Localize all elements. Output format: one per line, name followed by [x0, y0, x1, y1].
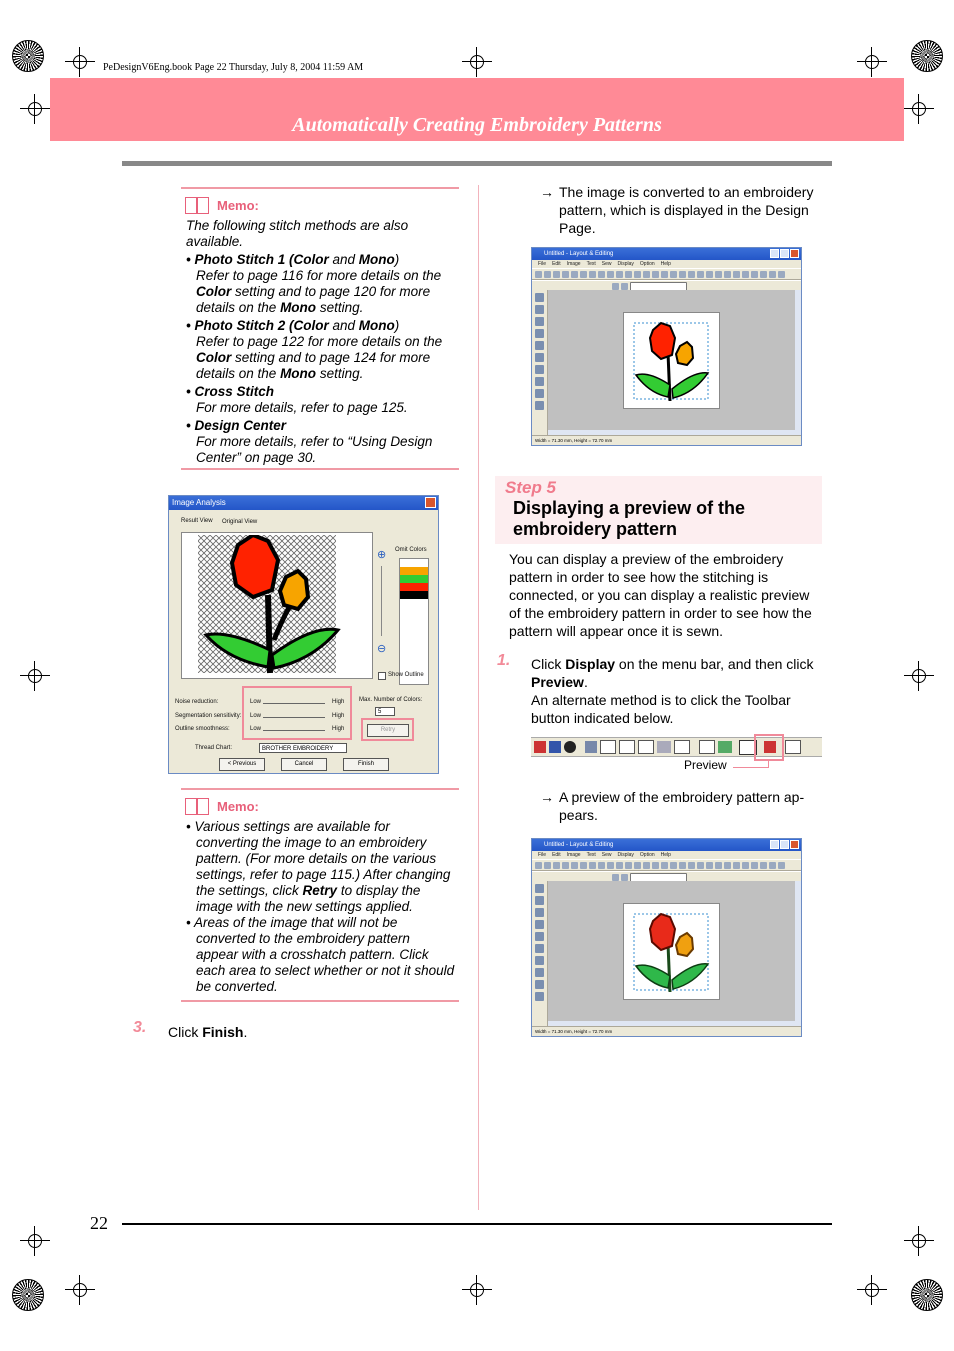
design-page [623, 312, 720, 409]
minimize-icon[interactable] [770, 249, 779, 258]
menu-edit[interactable]: Edit [552, 261, 561, 267]
maximize-icon[interactable] [780, 249, 789, 258]
max-colors-value: 5 [378, 709, 382, 715]
step-3-text: Click Finish. [168, 1024, 248, 1040]
memo-book-icon [185, 197, 209, 214]
retry-button[interactable]: Retry [367, 724, 409, 737]
callout-line [733, 767, 769, 768]
crop-mark [65, 47, 95, 77]
menu-sew[interactable]: Sew [601, 261, 612, 267]
memo-item-text: Refer to page 122 for more details on the [196, 334, 443, 349]
memo-line: converting the image to an embroidery [196, 835, 427, 850]
low-label: Low [250, 713, 262, 719]
menu-file[interactable]: File [538, 852, 547, 858]
arrow-icon: → [540, 184, 554, 200]
toolbar-button[interactable] [549, 741, 561, 753]
close-icon[interactable] [790, 249, 799, 258]
menu-help[interactable]: Help [660, 852, 671, 858]
retry-highlight [361, 718, 414, 741]
column-divider [478, 185, 479, 1210]
thread-chart-label: Thread Chart: [195, 745, 233, 751]
close-icon[interactable] [790, 840, 799, 849]
registration-sun-bl [12, 1279, 44, 1311]
memo-item-text: Center” on page 30. [196, 450, 317, 465]
menu-image[interactable]: Image [566, 261, 581, 267]
close-icon[interactable] [425, 497, 436, 508]
memo-item-text: For more details, refer to page 125. [196, 400, 408, 415]
outline-label: Outline smoothness: [175, 726, 230, 732]
show-outline-checkbox[interactable] [378, 672, 386, 680]
finish-button[interactable]: Finish [343, 758, 389, 771]
layout-editing-window-preview [531, 838, 802, 1037]
memo-line: appear with a crosshatch pattern. Click [196, 947, 429, 962]
registration-sun-br [911, 1279, 943, 1311]
tulip-result-image[interactable] [198, 535, 358, 675]
previous-button[interactable]: < Previous [219, 758, 265, 771]
memo-line: be converted. [196, 979, 278, 994]
step-5-label: Step 5 [505, 478, 557, 497]
memo-heading [185, 798, 459, 815]
toolbar-button[interactable] [699, 740, 715, 754]
step-1-text: Click Display on the menu bar, and then click Preview. An alternate method is to click the Toolbar button indicated below. [531, 656, 814, 726]
design-canvas[interactable] [548, 881, 795, 1021]
arrow-icon: → [540, 789, 554, 805]
vertical-scrollbar[interactable] [795, 290, 801, 436]
memo-line: each area to select whether or not it should [196, 963, 455, 978]
toolbar-button[interactable] [718, 741, 732, 753]
memo-box-1 [181, 187, 459, 470]
memo-heading [185, 197, 459, 214]
swatch[interactable] [400, 583, 428, 591]
memo-line: the settings, click Retry to display the [196, 883, 421, 898]
window-title: Untitled - Layout & Editing [544, 251, 614, 257]
menu-bar [532, 260, 801, 268]
result-view-panel [181, 532, 373, 679]
menu-option[interactable]: Option [639, 852, 655, 858]
memo-line: • Various settings are available for [186, 819, 390, 834]
tulip-embroidery-image[interactable] [624, 313, 719, 408]
step-3-number: 3. [133, 1019, 147, 1036]
file-info: PeDesignV6Eng.book Page 22 Thursday, July 8, 2004 11:59 AM [103, 62, 364, 73]
crop-mark [20, 661, 50, 691]
footer-rule [122, 1223, 832, 1225]
step-5-description: You can display a preview of the embroidery pattern in order to see how the stitching is connected, or you can display a realistic preview of the embroidery pattern in order to see how the pattern will appear once it is sewn. [509, 551, 812, 639]
page-number: 22 [90, 1213, 108, 1233]
crop-mark [857, 47, 887, 77]
high-label: High [332, 726, 345, 732]
swatch[interactable] [400, 591, 428, 599]
menu-display[interactable]: Display [617, 261, 634, 267]
memo-intro: The following stitch methods are also available. [186, 218, 409, 249]
toolbar-button[interactable] [785, 740, 801, 754]
menu-help[interactable]: Help [660, 261, 671, 267]
show-outline-label: Show Outline [388, 672, 424, 678]
preview-highlight [754, 734, 784, 761]
zoom-out-icon[interactable]: ⊖ [377, 643, 387, 655]
crop-mark [904, 94, 934, 124]
menu-text[interactable]: Text [586, 261, 596, 267]
layout-editing-window [531, 247, 802, 446]
noise-label: Noise reduction: [175, 699, 219, 705]
toolbar-button[interactable] [600, 740, 616, 754]
toolbar-button[interactable] [585, 741, 597, 753]
crop-mark [462, 1275, 492, 1305]
toolbar-button[interactable] [657, 741, 671, 753]
memo-book-icon [185, 798, 209, 815]
toolbar [532, 859, 801, 871]
memo-item-text: For more details, refer to “Using Design [196, 434, 433, 449]
memo-item-text: details on the Mono setting. [196, 300, 364, 315]
zoom-in-icon[interactable]: ⊕ [377, 549, 387, 561]
tool-sidebar [532, 881, 548, 1027]
registration-sun-tl [12, 40, 44, 72]
preview-caption: Preview [684, 758, 727, 772]
memo-item-text: Color setting and to page 124 for more [196, 350, 431, 365]
menu-bar [532, 851, 801, 859]
tulip-preview-image[interactable] [624, 904, 719, 999]
crop-mark [65, 1275, 95, 1305]
thread-chart-value: BROTHER EMBROIDERY [262, 746, 334, 752]
cancel-button[interactable]: Cancel [281, 758, 327, 771]
window-title: Untitled - Layout & Editing [544, 842, 614, 848]
step-1-number: 1. [497, 652, 511, 669]
crop-mark [20, 94, 50, 124]
vertical-scrollbar[interactable] [795, 881, 801, 1027]
memo-item-text: Color setting and to page 120 for more [196, 284, 431, 299]
memo-line: settings, refer to page 115.) After changing [196, 867, 451, 882]
menu-display[interactable]: Display [617, 852, 634, 858]
toolbar-button[interactable] [564, 741, 576, 753]
status-bar: Width = 71.30 mm, Height = 72.70 mm [532, 435, 801, 445]
low-label: Low [250, 726, 262, 732]
memo-item-text: details on the Mono setting. [196, 366, 364, 381]
memo-line: pattern. (For more details on the various [196, 851, 437, 866]
memo-line: converted to the embroidery pattern [196, 931, 410, 946]
toolbar-button[interactable] [638, 740, 654, 754]
toolbar [532, 268, 801, 280]
low-label: Low [250, 699, 262, 705]
toolbar-button[interactable] [534, 741, 546, 753]
high-label: High [332, 713, 345, 719]
max-colors-spinner[interactable] [375, 707, 395, 716]
registration-sun-tr [911, 40, 943, 72]
crop-mark [20, 1226, 50, 1256]
window-titlebar [532, 248, 801, 260]
memo-item-title: • Photo Stitch 2 (Color and Mono) [186, 318, 400, 333]
crop-mark [904, 661, 934, 691]
maximize-icon[interactable] [780, 840, 789, 849]
memo-item-text: Refer to page 116 for more details on the [196, 268, 442, 283]
toolbar-button[interactable] [619, 740, 635, 754]
swatch[interactable] [400, 567, 428, 575]
image-analysis-dialog [168, 495, 439, 774]
page-header [50, 78, 904, 141]
design-page [623, 903, 720, 1000]
thread-chart-select[interactable] [259, 743, 347, 753]
menu-text[interactable]: Text [586, 852, 596, 858]
tool-sidebar [532, 290, 548, 436]
omit-colors-list [399, 558, 429, 685]
segmentation-label: Segmentation sensitivity: [175, 713, 242, 719]
step-5-heading [495, 476, 822, 544]
tab-result-view[interactable]: Result View [181, 518, 213, 524]
header-rule [122, 161, 832, 166]
memo-label: Memo: [217, 798, 259, 814]
settings-highlight [242, 686, 352, 740]
menu-edit[interactable]: Edit [552, 852, 561, 858]
step-5-title: Displaying a preview of the embroidery pattern [513, 498, 746, 539]
status-bar: Width = 71.30 mm, Height = 72.70 mm [532, 1026, 801, 1036]
omit-colors-label: Omit Colors [395, 547, 427, 553]
memo-item-title: • Design Center [186, 418, 286, 433]
dialog-title: Image Analysis [172, 498, 226, 507]
preview-result-text: A preview of the embroidery pattern ap- pears. [559, 789, 805, 823]
crop-mark [462, 47, 492, 77]
toolbar-button[interactable] [674, 740, 690, 754]
memo-item-title: • Photo Stitch 1 (Color and Mono) [186, 252, 400, 267]
minimize-icon[interactable] [770, 840, 779, 849]
max-colors-label: Max. Number of Colors: [359, 697, 423, 703]
memo-item-title: • Cross Stitch [186, 384, 274, 399]
memo-label: Memo: [217, 197, 259, 213]
callout-line [768, 760, 769, 768]
crop-mark [904, 1226, 934, 1256]
dialog-titlebar [169, 496, 438, 510]
memo-box-2 [181, 788, 459, 1002]
tab-original-view[interactable]: Original View [222, 519, 258, 525]
window-titlebar [532, 839, 801, 851]
design-canvas[interactable] [548, 290, 795, 430]
menu-option[interactable]: Option [639, 261, 655, 267]
high-label: High [332, 699, 345, 705]
crop-mark [857, 1275, 887, 1305]
memo-line: • Areas of the image that will not be [186, 915, 398, 930]
swatch[interactable] [400, 575, 428, 583]
page-title: Automatically Creating Embroidery Patterns [292, 114, 662, 136]
menu-sew[interactable]: Sew [601, 852, 612, 858]
menu-image[interactable]: Image [566, 852, 581, 858]
memo-line: image with the new settings applied. [196, 899, 413, 914]
conversion-result-text: The image is converted to an embroidery pattern, which is displayed in the Design Page. [559, 184, 814, 236]
zoom-slider[interactable] [381, 566, 382, 636]
menu-file[interactable]: File [538, 261, 547, 267]
